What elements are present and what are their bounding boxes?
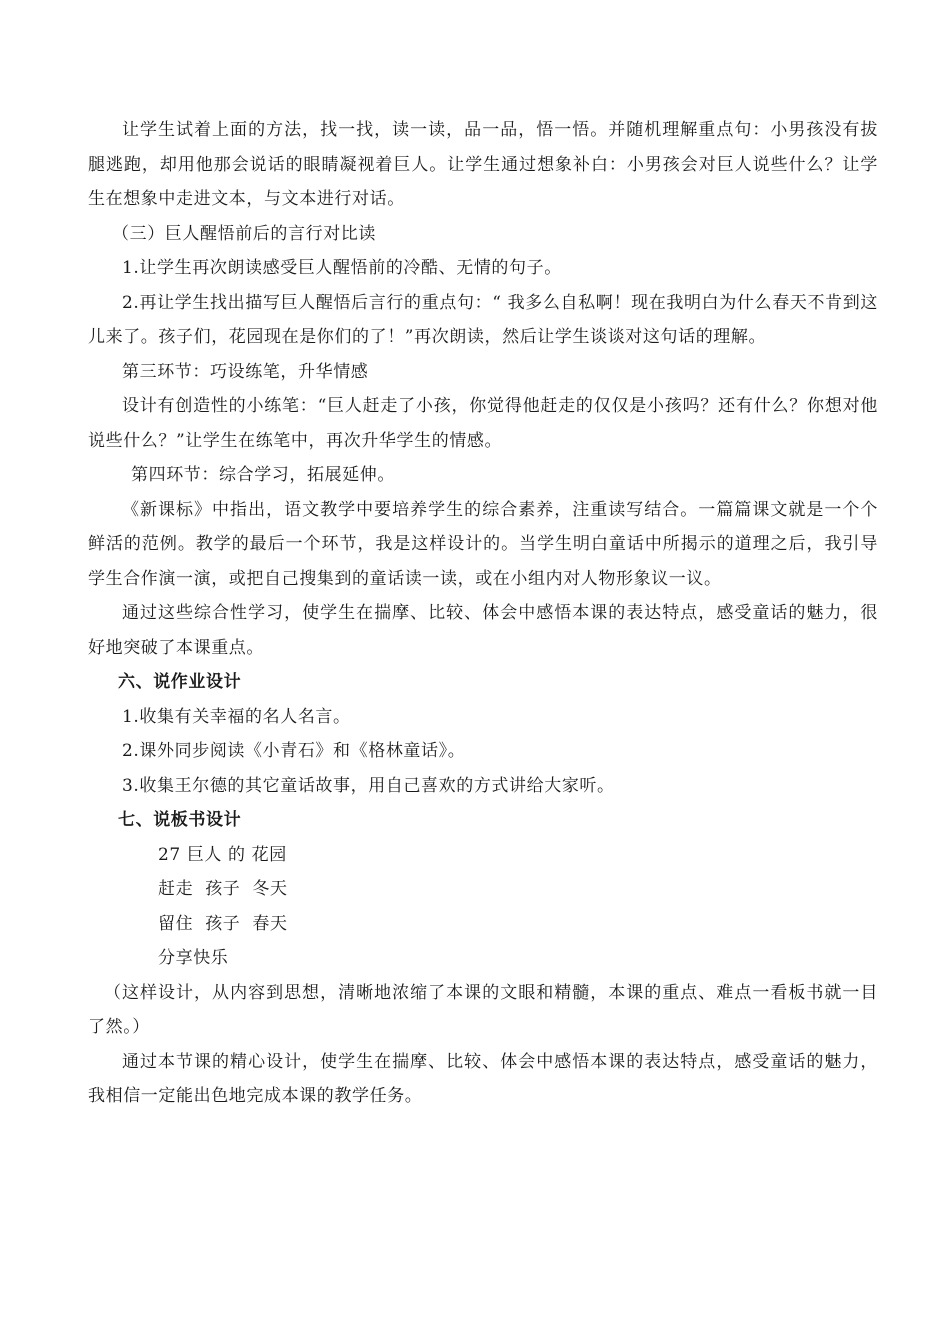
board-heading: 七、说板书设计: [118, 810, 242, 830]
homework-item: 2.课外同步阅读《小青石》和《格林童话》。: [122, 741, 466, 761]
board-line-text: 赶走 孩子 冬天: [158, 879, 288, 899]
homework-item: 3.收集王尔德的其它童话故事，用自己喜欢的方式讲给大家听。: [122, 775, 615, 796]
paragraph-curriculum: 《新课标》中指出，语文教学中要培养学生的综合素养，注重读写结合。一篇篇课文就是一个个鲜活的范例。教学的最后一个环节，我是这样设计的。当学生明白童话中所揭示的道理之后，我引导学生合作演一演，或把自己搜集到的童话读一读，或在小组内对人物形象议一议。: [88, 499, 878, 589]
paragraph-imagination: 让学生试着上面的方法，找一找，读一读，品一品，悟一悟。并随机理解重点句：小男孩没有拔腿逃跑，却用他那会说话的眼睛凝视着巨人。让学生通过想象补白：小男孩会对巨人说些什么？让学生在想象中走进文本，与文本进行对话。: [88, 120, 878, 209]
section-heading-stage-4: 第四环节：综合学习，拓展延伸。: [131, 465, 395, 485]
board-line: [88, 838, 878, 873]
document-body: [88, 113, 878, 1114]
homework-heading: 六、说作业设计: [118, 672, 242, 692]
section-heading-contrast-reading: （三）巨人醒悟前后的言行对比读: [112, 223, 376, 244]
paragraph-comprehensive-learning: 通过这些综合性学习，使学生在揣摩、比较、体会中感悟本课的表达特点，感受童话的魅力，很好地突破了本课重点。: [88, 603, 878, 658]
board-line: [88, 872, 878, 907]
board-line-text: 27 巨人 的 花园: [158, 844, 287, 865]
homework-item: 1.收集有关幸福的名人名言。: [122, 706, 351, 727]
paragraph-writing-exercise: 设计有创造性的小练笔：“巨人赶走了小孩，你觉得他赶走的仅仅是小孩吗？还有什么？你想对他说些什么？”让学生在练笔中，再次升华学生的情感。: [88, 396, 878, 451]
paragraph-board-explanation: （这样设计，从内容到思想，清晰地浓缩了本课的文眼和精髓，本课的重点、难点一看板书就一目了然。）: [88, 982, 878, 1037]
board-line: [88, 941, 878, 976]
board-line-text: 分享快乐: [158, 948, 229, 968]
list-item-contrast-2: 2.再让学生找出描写巨人醒悟后言行的重点句：“ 我多么自私啊！现在我明白为什么春天不肯到这儿来了。孩子们，花园现在是你们的了！”再次朗读，然后让学生谈谈对这句话的理解。: [88, 292, 878, 347]
board-line-text: 留住 孩子 春天: [158, 913, 288, 934]
board-line: [88, 907, 878, 942]
paragraph-conclusion: 通过本节课的精心设计，使学生在揣摩、比较、体会中感悟本课的表达特点，感受童话的魅力，我相信一定能出色地完成本课的教学任务。: [88, 1051, 878, 1106]
section-heading-stage-3: 第三环节：巧设练笔，升华情感: [122, 361, 369, 382]
list-item-contrast-1: 1.让学生再次朗读感受巨人醒悟前的冷酷、无情的句子。: [122, 258, 562, 278]
